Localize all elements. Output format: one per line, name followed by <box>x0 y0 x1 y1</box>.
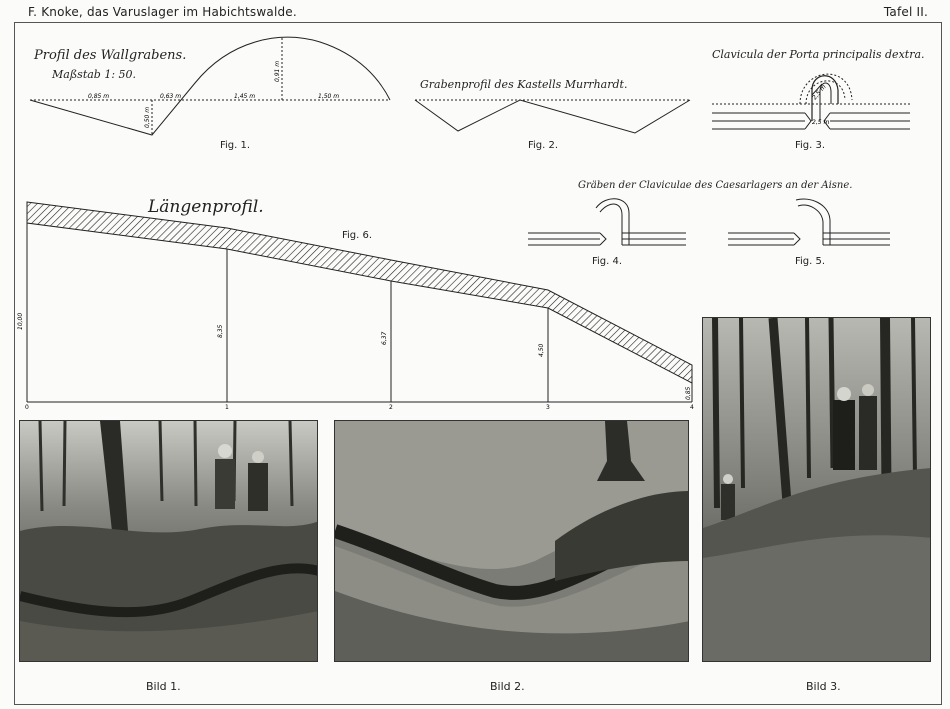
fig3-dim-1: 2,5 m <box>811 83 828 102</box>
fig45-title: Gräben der Claviculae des Caesarlagers an der Aisne. <box>578 180 853 191</box>
fig6-tick-4: 4 <box>690 404 694 411</box>
fig6-height-0: 10,00 <box>17 312 24 330</box>
photo-bild-1-image <box>20 421 318 662</box>
photo-bild-2 <box>334 420 689 662</box>
fig1-drawing <box>30 37 390 135</box>
fig3-label: Fig. 3. <box>795 140 826 151</box>
fig6-label: Fig. 6. <box>342 230 373 241</box>
header-plate-number: Tafel II. <box>883 5 928 19</box>
fig6-height-2: 6,37 <box>381 331 388 345</box>
fig1-dim-4: 0,91 m <box>274 60 281 82</box>
fig5-label: Fig. 5. <box>795 256 826 267</box>
fig6-tick-1: 1 <box>225 404 229 411</box>
fig6-height-4: 0,85 <box>685 386 692 400</box>
fig1-dim-5: 0,50 m <box>144 106 151 128</box>
photo-bild-3 <box>702 317 931 662</box>
fig3-dim-0: 2,5 m <box>812 119 830 126</box>
photo-bild-3-caption: Bild 3. <box>806 680 841 693</box>
photo-bild-2-caption: Bild 2. <box>490 680 525 693</box>
fig4-drawing <box>528 199 686 245</box>
fig1-title: Profil des Wallgrabens. <box>34 48 187 63</box>
fig6-tick-2: 2 <box>389 404 393 411</box>
photo-bild-1 <box>19 420 318 662</box>
fig1-label: Fig. 1. <box>220 140 251 151</box>
fig6-title: Längenprofil. <box>148 197 264 217</box>
fig3-title: Clavicula der Porta principalis dextra. <box>712 48 925 61</box>
fig1-dim-0: 0,85 m <box>88 93 110 100</box>
photo-bild-1-caption: Bild 1. <box>146 680 181 693</box>
fig2-title: Grabenprofil des Kastells Murrhardt. <box>420 78 628 91</box>
photo-bild-2-image <box>335 421 689 662</box>
photo-bild-3-image <box>703 318 931 662</box>
header-author-title: F. Knoke, das Varuslager im Habichtswalde. <box>28 5 297 19</box>
fig1-dim-3: 1,50 m <box>318 93 340 100</box>
fig2-drawing <box>415 100 690 133</box>
fig6-height-3: 4,50 <box>538 343 545 357</box>
fig6-tick-0: 0 <box>25 404 29 411</box>
fig1-scale: Maßstab 1: 50. <box>52 68 137 81</box>
fig3-drawing <box>712 74 910 129</box>
fig1-dim-1: 0,63 m <box>160 93 182 100</box>
fig2-label: Fig. 2. <box>528 140 559 151</box>
fig4-label: Fig. 4. <box>592 256 623 267</box>
fig5-drawing <box>728 199 890 245</box>
fig6-tick-3: 3 <box>546 404 550 411</box>
fig1-dim-2: 1,45 m <box>234 93 256 100</box>
fig6-height-1: 8,35 <box>217 324 224 338</box>
